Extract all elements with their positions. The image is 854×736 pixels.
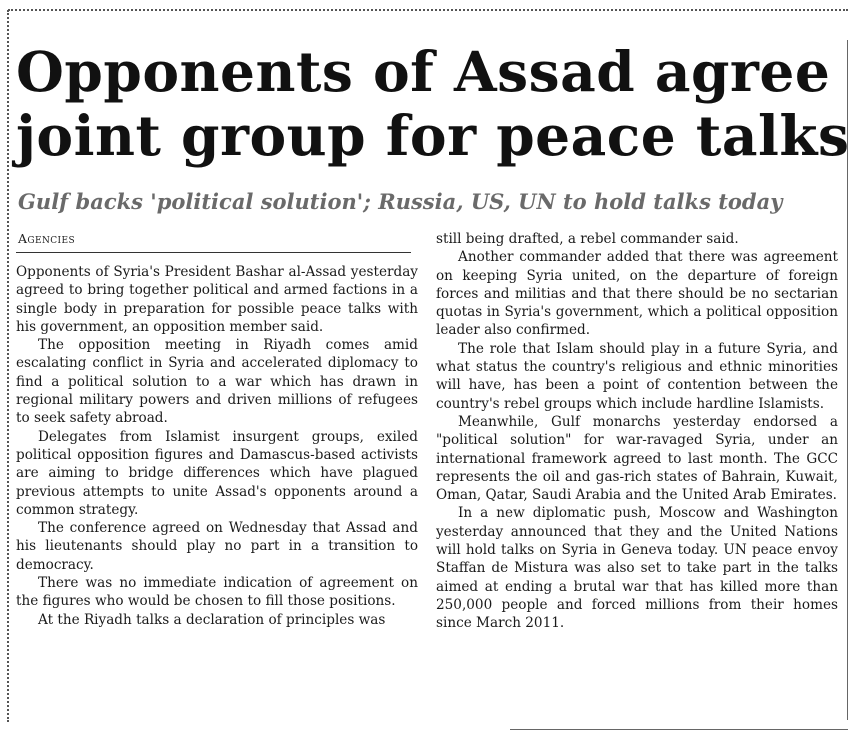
headline-line-1: Opponents of Assad agree <box>16 39 831 104</box>
byline: Agencies <box>18 231 76 246</box>
paragraph: still being drafted, a rebel commander said. <box>436 231 739 247</box>
article-column-1 <box>16 263 418 629</box>
column-rule-bottom <box>510 729 848 730</box>
paragraph: Another commander added that there was agreement on keeping Syria united, on the departure of foreign forces and militias and that there should be no sectarian quotas in Syria's government, which a political opposition leader also confirmed. <box>436 249 838 339</box>
article-column-2 <box>436 230 838 633</box>
headline-line-2: joint group for peace talks <box>16 103 850 168</box>
paragraph: The opposition meeting in Riyadh comes amid escalating conflict in Syria and accelerated diplomacy to find a political solution to a war which has drawn in regional military powers and driven millions of refugees to seek safety abroad. <box>16 337 418 427</box>
headline <box>16 39 850 168</box>
paragraph: Meanwhile, Gulf monarchs yesterday endorsed a "political solution" for war-ravaged Syria, under an international framework agreed to last month. The GCC represents the oil and gas-rich states of Bahrain, Kuwait, Oman, Qatar, Saudi Arabia and the United Arab Emirates. <box>436 413 838 504</box>
byline-rule <box>16 252 411 253</box>
paragraph: The role that Islam should play in a future Syria, and what status the country's religious and ethnic minorities will have, has been a point of contention between the country's rebel groups which include hardline Islamists. <box>436 340 838 412</box>
paragraph: In a new diplomatic push, Moscow and Washington yesterday announced that they and the United Nations will hold talks on Syria in Geneva today. UN peace envoy Staffan de Mistura was also set to take part in the talks aimed at ending a brutal war that has killed more than 250,000 people and forced millions from their homes since March 2011. <box>436 505 838 632</box>
paragraph: There was no immediate indication of agreement on the figures who would be chosen to fill those positions. <box>16 575 418 610</box>
paragraph: At the Riyadh talks a declaration of principles was <box>38 611 386 628</box>
paragraph: Opponents of Syria's President Bashar al-Assad yesterday agreed to bring together political and armed factions in a single body in preparation for possible peace talks with his government, an opposition member said. <box>16 264 418 335</box>
paragraph: Delegates from Islamist insurgent groups, exiled political opposition figures and Damascus-based activists are aiming to bridge differences which have plagued previous attempts to unite Assad's opponents around a common strategy. <box>16 428 418 518</box>
paragraph: The conference agreed on Wednesday that Assad and his lieutenants should play no part in a transition to democracy. <box>16 520 418 573</box>
dotted-border-left <box>7 10 9 722</box>
dotted-border-top <box>8 9 848 11</box>
subheadline: Gulf backs 'political solution'; Russia, US, UN to hold talks today <box>18 189 783 214</box>
